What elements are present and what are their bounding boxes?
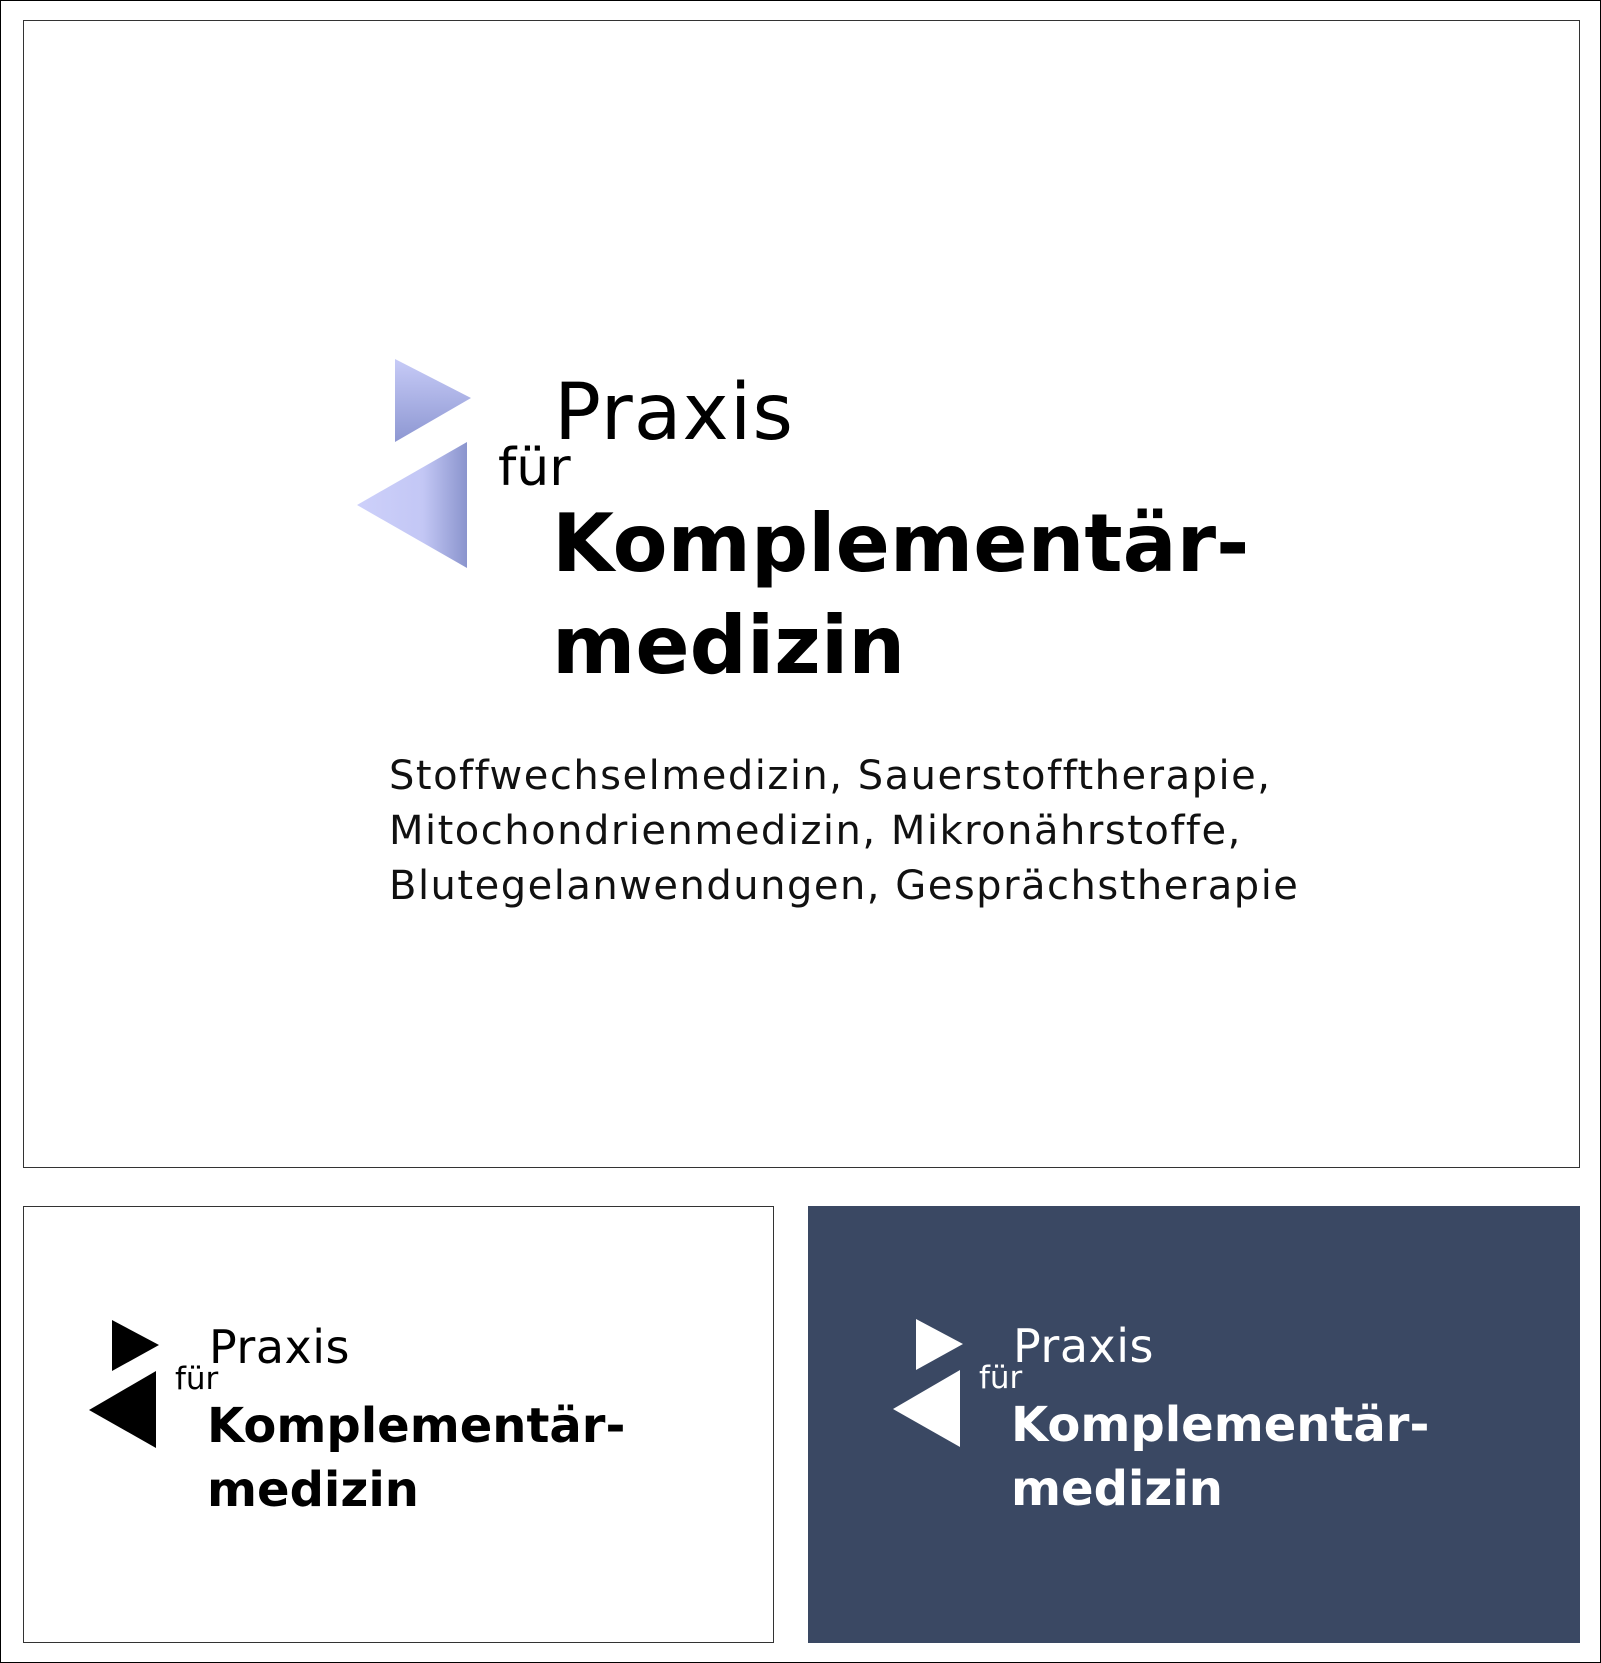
logo-praxis: Praxis — [554, 368, 794, 458]
triangle-left-icon — [89, 1371, 156, 1448]
logo-mark-black-icon — [89, 1314, 169, 1454]
logo-komplementaer: Komplementär- — [552, 497, 1250, 590]
logo-fuer: für — [979, 1360, 1023, 1396]
services-tagline — [389, 749, 1299, 914]
logo-mark-white-icon — [893, 1313, 973, 1453]
logo-praxis: Praxis — [1013, 1319, 1154, 1373]
main-logo — [354, 356, 1274, 696]
logo-medizin: medizin — [1011, 1461, 1223, 1517]
triangle-left-icon — [893, 1370, 960, 1447]
white-logo — [893, 1313, 1493, 1533]
logo-medizin: medizin — [552, 599, 906, 692]
logo-komplementaer: Komplementär- — [207, 1398, 626, 1454]
black-logo — [89, 1314, 689, 1534]
logo-komplementaer: Komplementär- — [1011, 1397, 1430, 1453]
logo-praxis: Praxis — [209, 1320, 350, 1374]
logo-mark-gradient-icon — [354, 356, 474, 566]
tagline-line-2: Mitochondrienmedizin, Mikronährstoffe, — [389, 808, 1242, 854]
tagline-line-1: Stoffwechselmedizin, Sauerstofftherapie, — [389, 753, 1272, 799]
triangle-left-icon — [357, 442, 467, 568]
black-logo-panel — [23, 1206, 774, 1643]
tagline-line-3: Blutegelanwendungen, Gesprächstherapie — [389, 863, 1300, 909]
logo-fuer: für — [175, 1361, 219, 1397]
white-logo-panel — [808, 1206, 1580, 1643]
triangle-right-icon — [916, 1319, 963, 1370]
triangle-right-icon — [112, 1320, 159, 1371]
main-logo-panel — [23, 20, 1580, 1168]
logo-medizin: medizin — [207, 1462, 419, 1518]
logo-fuer: für — [498, 438, 571, 498]
triangle-right-icon — [395, 359, 471, 442]
